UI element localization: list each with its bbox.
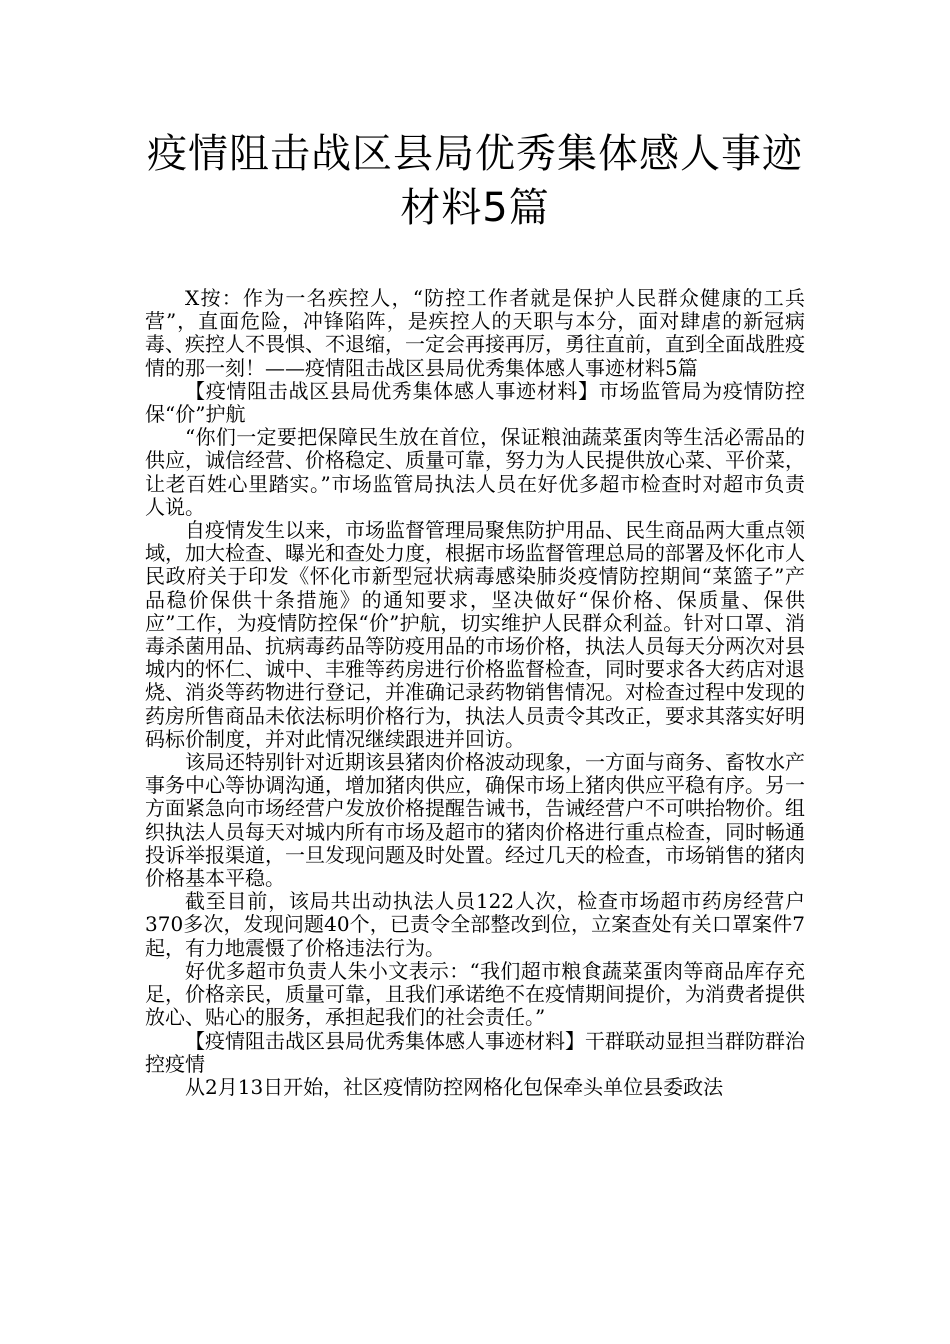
document-body bbox=[145, 287, 805, 1099]
paragraph-statistics: 截至目前，该局共出动执法人员122人次，检查市场超市药房经营户370多次，发现问题40个，已责令全部整改到位，立案查处有关口罩案件7起，有力地震慑了价格违法行为。 bbox=[145, 889, 805, 960]
paragraph-community-start: 从2月13日开始，社区疫情防控网格化包保牵头单位县委政法 bbox=[185, 1074, 724, 1099]
paragraph-preface: X按：作为一名疾控人，“防控工作者就是保护人民群众健康的工兵营”，直面危险，冲锋陷阵，是疾控人的天职与本分，面对肆虐的新冠病毒、疾控人不畏惧、不退缩，一定会再接再厉，勇往直前，直到全面战胜疫情的那一刻！——疫情阻击战区县局优秀集体感人事迹材料5篇 bbox=[145, 286, 805, 380]
paragraph-pork-prices: 该局还特别针对近期该县猪肉价格波动现象，一方面与商务、畜牧水产事务中心等协调沟通，增加猪肉供应，确保市场上猪肉供应平稳有序。另一方面紧急向市场经营户发放价格提醒告诫书，告诫经营户不可哄抬物价。组织执法人员每天对城内所有市场及超市的猪肉价格进行重点检查，同时畅通投诉举报渠道，一旦发现问题及时处置。经过几天的检查，市场销售的猪肉价格基本平稳。 bbox=[145, 750, 805, 891]
paragraph-measures: 自疫情发生以来，市场监督管理局聚焦防护用品、民生商品两大重点领域，加大检查、曝光和查处力度，根据市场监督管理总局的部署及怀化市人民政府关于印发《怀化市新型冠状病毒感染肺炎疫情防控期间“菜篮子”产品稳价保供十条措施》的通知要求，坚决做好“保价格、保质量、保供应”工作，为疫情防控保“价”护航，切实维护人民群众利益。针对口罩、消毒杀菌用品、抗病毒药品等防疫用品的市场价格，执法人员每天分两次对县城内的怀仁、诚中、丰雅等药房进行价格监督检查，同时要求各大药店对退烧、消炎等药物进行登记，并准确记录药物销售情况。对检查过程中发现的药房所售商品未依法标明价格行为，执法人员责令其改正，要求其落实好明码标价制度，并对此情况继续跟进并回访。 bbox=[145, 518, 805, 751]
paragraph-section-heading-1: 【疫情阻击战区县局优秀集体感人事迹材料】市场监管局为疫情防控保“价”护航 bbox=[145, 378, 805, 427]
paragraph-section-heading-2: 【疫情阻击战区县局优秀集体感人事迹材料】干群联动显担当群防群治控疫情 bbox=[145, 1028, 805, 1076]
paragraph-supermarket-statement: 好优多超市负责人朱小文表示：“我们超市粮食蔬菜蛋肉等商品库存充足，价格亲民，质量可靠，且我们承诺绝不在疫情期间提价，为消费者提供放心、贴心的服务，承担起我们的社会责任。” bbox=[145, 958, 805, 1030]
paragraph-quote: “你们一定要把保障民生放在首位，保证粮油蔬菜蛋肉等生活必需品的供应，诚信经营、价格稳定、质量可靠，努力为人民提供放心菜、平价菜，让老百姓心里踏实。”市场监管局执法人员在好优多超市检查时对超市负责人说。 bbox=[145, 425, 805, 519]
document-title: 疫情阻击战区县局优秀集体感人事迹材料5篇 bbox=[147, 131, 803, 231]
